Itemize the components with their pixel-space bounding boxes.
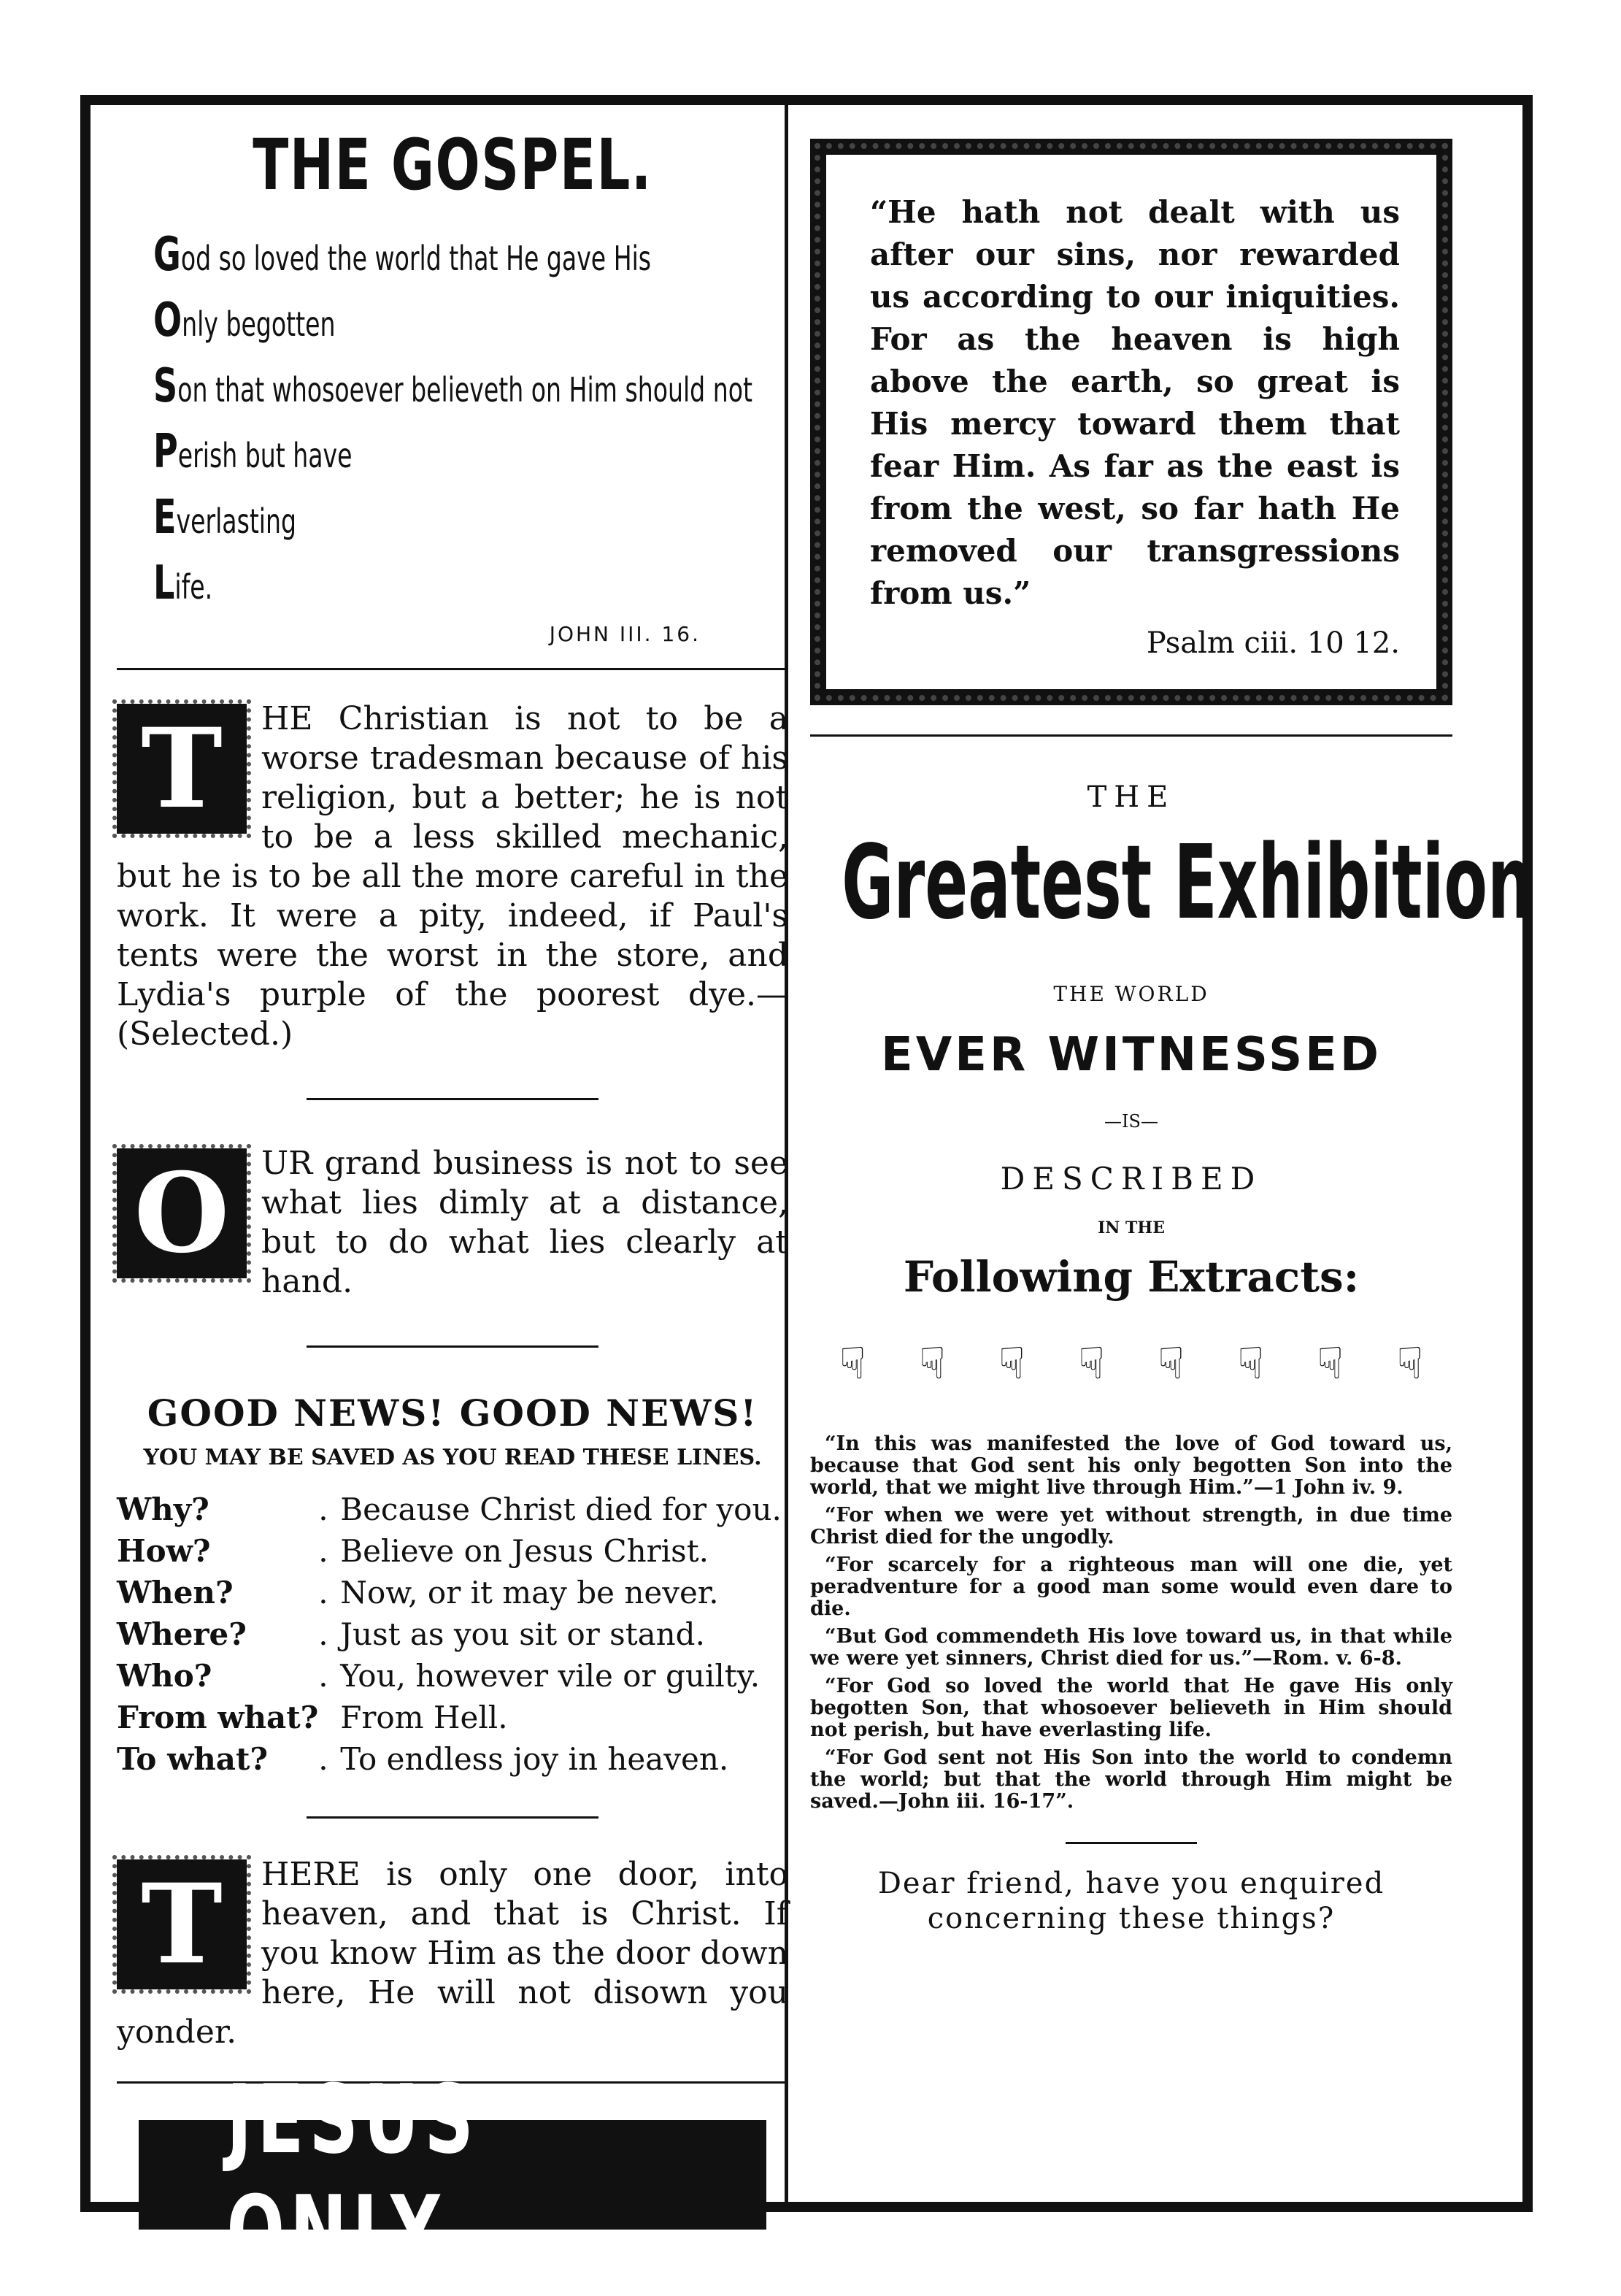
acrostic-text: nly begotten [182, 304, 336, 344]
door-text: HERE is only one door, into heaven, and that is Christ. If you know Him as the door down here, He will not disown you yonder. [117, 1856, 788, 2051]
closing-question: Dear friend, have you enquired concerning these things? [877, 1867, 1385, 1935]
acrostic-initial: G [153, 228, 181, 282]
gospel-title: THE GOSPEL. [253, 124, 652, 206]
gospel-reference: JOHN III. 16. [549, 622, 701, 646]
gospel-acrostic [153, 228, 788, 610]
qa-answer: Now, or it may be never. [340, 1575, 719, 1610]
scripture-paragraph: “For God so loved the world that He gave His only begotten Son, that whosoever believeth in Him should not perish, but have everlasting life. [810, 1675, 1452, 1741]
christian-text: HE Christian is not to be a worse tradesman because of his religion, but a better; he is not to be a less skilled mechanic, but he is to be all the more careful in the work. It were a pity, indeed, if Paul's tents were the worst in the store, and Lydia's purple of the poorest dye.—(Selected.) [117, 700, 788, 1053]
left-column [117, 124, 788, 2286]
pointing-hand-icon: ☟ [998, 1338, 1025, 1389]
exhibition-ever-witnessed: EVER WITNESSED [880, 1028, 1382, 1082]
qa-row [117, 1697, 788, 1738]
qa-dot: . [318, 1575, 328, 1610]
qa-question: Why? [117, 1491, 209, 1527]
scripture-paragraph: “For scarcely for a righteous man will one die, yet peradventure for a good man some would even dare to die. [810, 1554, 1452, 1620]
acrostic-text: od so loved the world that He gave His [180, 239, 652, 278]
acrostic-text: ife. [174, 567, 213, 607]
pointing-hand-icon: ☟ [839, 1338, 866, 1389]
qa-row [117, 1489, 788, 1530]
acrostic-initial: P [153, 425, 178, 479]
business-text: UR grand business is not to see what lies dimly at a distance, but to do what lies clearly at hand. [261, 1145, 788, 1300]
exhibition-world: THE WORLD [1053, 982, 1209, 1006]
qa-answer: From Hell. [340, 1700, 508, 1735]
pointing-hand-icon: ☟ [1396, 1338, 1423, 1389]
divider-rule [117, 668, 788, 670]
exhibition-described: DESCRIBED [1000, 1161, 1263, 1197]
qa-row [117, 1613, 788, 1655]
pointing-hand-icon: ☟ [1158, 1338, 1185, 1389]
qa-answer: Because Christ died for you. [340, 1491, 782, 1527]
pointing-hand-icon: ☟ [919, 1338, 946, 1389]
scripture-paragraph: “In this was manifested the love of God toward us, because that God sent his only begotten Son into the world, that we might live through Him.”—1 John iv. 9. [810, 1432, 1452, 1499]
jesus-only-banner [139, 2064, 766, 2286]
qa-answer: Just as you sit or stand. [340, 1616, 705, 1652]
qa-question: Who? [117, 1658, 212, 1694]
qa-dot: . [318, 1491, 328, 1527]
acrostic-line [153, 425, 610, 479]
exhibition-in-the: IN THE [1098, 1218, 1165, 1237]
qa-answer: You, however vile or guilty. [340, 1658, 761, 1694]
qa-question: Where? [117, 1616, 247, 1652]
qa-dot [318, 1697, 340, 1738]
acrostic-text: erish but have [177, 436, 353, 475]
acrostic-line [153, 556, 610, 610]
divider-rule [810, 734, 1452, 737]
scripture-paragraph: “But God commendeth His love toward us, in that while we were yet sinners, Christ died for us.”—Rom. v. 6-8. [810, 1625, 1452, 1670]
acrostic-line [153, 491, 610, 545]
divider-rule [307, 1816, 598, 1819]
exhibition-the: THE [1087, 780, 1176, 814]
acrostic-line [153, 293, 610, 348]
qa-question: From what? [117, 1700, 319, 1735]
dropcap-o: O [117, 1148, 247, 1278]
door-paragraph [117, 1855, 788, 2052]
acrostic-initial: S [153, 359, 178, 413]
exhibition-is: —IS— [1104, 1111, 1158, 1132]
divider-rule [307, 1345, 598, 1348]
acrostic-text: on that whosoever believeth on Him should not [177, 370, 752, 410]
qa-dot: . [318, 1533, 328, 1569]
scripture-extracts [810, 1433, 1452, 1813]
qa-answer: To endless joy in heaven. [340, 1741, 729, 1777]
psalm-quote: “He hath not dealt with us after our sins, nor rewarded us according to our iniquities. For as the heaven is high above the earth, so great is His mercy toward them that fear Him. As far as the east is from the west, so far hath He removed our transgressions from us.” [870, 194, 1400, 611]
scripture-paragraph: “For when we were yet without strength, in due time Christ died for the ungodly. [810, 1504, 1452, 1548]
dropcap-t: T [117, 1859, 247, 1989]
qa-dot: . [318, 1658, 328, 1694]
banner-text: JESUS ONLY. [226, 2064, 479, 2286]
pointing-hand-icon: ☟ [1237, 1338, 1264, 1389]
qa-question: To what? [117, 1741, 268, 1777]
qa-dot: . [318, 1616, 328, 1652]
qa-question: How? [117, 1533, 211, 1569]
good-news-heading: GOOD NEWS! GOOD NEWS! [147, 1391, 758, 1435]
good-news-subheading: YOU MAY BE SAVED AS YOU READ THESE LINES. [143, 1445, 762, 1470]
psalm-reference: Psalm ciii. 10 12. [1146, 626, 1400, 660]
dropcap-t: T [117, 704, 247, 834]
ornamental-frame [810, 139, 1452, 705]
qa-answer: Believe on Jesus Christ. [340, 1533, 709, 1569]
acrostic-text: verlasting [176, 502, 297, 541]
right-column [810, 124, 1533, 1936]
qa-dot: . [318, 1741, 328, 1777]
question-answer-table [117, 1489, 788, 1780]
acrostic-line [153, 228, 652, 282]
pointing-hand-icon: ☟ [1078, 1338, 1105, 1389]
pointing-hands-row [810, 1338, 1452, 1389]
divider-rule [307, 1098, 598, 1100]
acrostic-line [153, 359, 752, 413]
business-paragraph [117, 1144, 788, 1302]
qa-row [117, 1530, 788, 1572]
acrostic-initial: O [153, 293, 182, 348]
scripture-paragraph: “For God sent not His Son into the world to condemn the world; but that the world through Him might be saved.—John iii. 16-17”. [810, 1746, 1452, 1813]
exhibition-headline: Greatest Exhibition [842, 823, 1533, 942]
exhibition-following-extracts: Following Extracts: [903, 1252, 1360, 1302]
christian-paragraph [117, 699, 788, 1054]
qa-row [117, 1655, 788, 1697]
qa-question: When? [117, 1575, 234, 1610]
qa-row [117, 1738, 788, 1780]
qa-row [117, 1572, 788, 1613]
pointing-hand-icon: ☟ [1317, 1338, 1344, 1389]
divider-rule [1066, 1842, 1197, 1844]
acrostic-initial: L [153, 556, 175, 610]
acrostic-initial: E [153, 491, 177, 545]
